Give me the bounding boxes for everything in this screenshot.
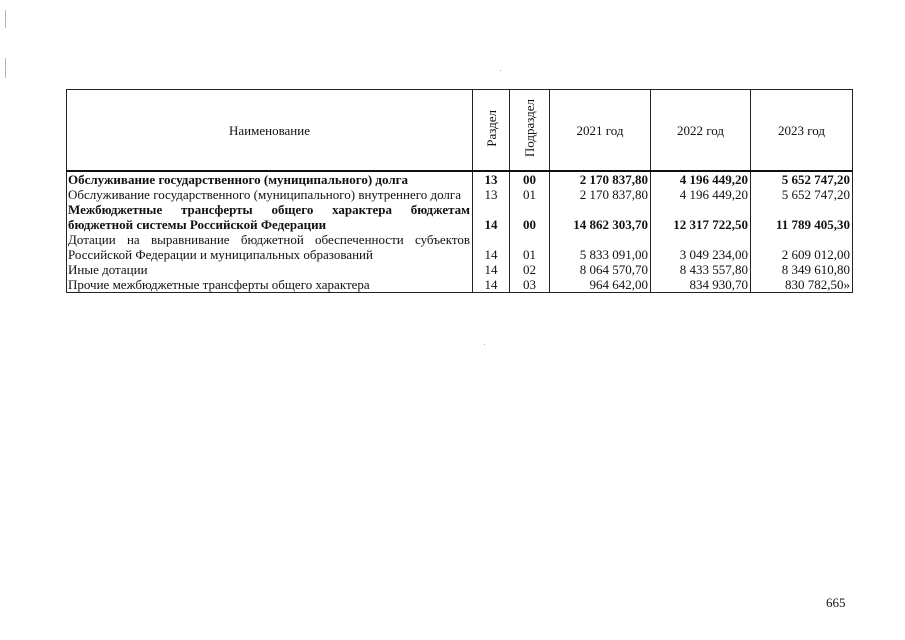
table-row bbox=[67, 262, 853, 277]
table-row bbox=[67, 171, 853, 187]
row-value-2022: 4 196 449,20 bbox=[651, 187, 751, 202]
row-value-2022: 12 317 722,50 bbox=[651, 202, 751, 232]
scan-speck bbox=[484, 344, 485, 345]
row-value-2023: 5 652 747,20 bbox=[751, 171, 853, 187]
row-section: 13 bbox=[473, 187, 510, 202]
row-section: 13 bbox=[473, 171, 510, 187]
row-name: Межбюджетные трансферты общего характера бюджетам бюджетной системы Российской Федерации bbox=[67, 202, 473, 232]
row-value-2021: 2 170 837,80 bbox=[550, 171, 651, 187]
row-value-2021: 5 833 091,00 bbox=[550, 232, 651, 262]
row-value-2023: 5 652 747,20 bbox=[751, 187, 853, 202]
header-year-2023: 2023 год bbox=[751, 90, 853, 172]
table-header-row bbox=[67, 90, 853, 172]
row-value-2022: 834 930,70 bbox=[651, 277, 751, 293]
row-section: 14 bbox=[473, 202, 510, 232]
scan-edge-mark bbox=[5, 10, 6, 28]
table-row bbox=[67, 202, 853, 232]
row-section: 14 bbox=[473, 232, 510, 262]
row-subsection: 02 bbox=[510, 262, 550, 277]
row-section: 14 bbox=[473, 277, 510, 293]
row-value-2022: 4 196 449,20 bbox=[651, 171, 751, 187]
row-subsection: 00 bbox=[510, 171, 550, 187]
row-name: Иные дотации bbox=[67, 262, 473, 277]
table-row bbox=[67, 277, 853, 293]
header-name: Наименование bbox=[67, 90, 473, 172]
row-value-2023: 830 782,50» bbox=[751, 277, 853, 293]
scan-edge-mark bbox=[5, 58, 6, 78]
page-number: 665 bbox=[826, 595, 846, 610]
row-value-2021: 964 642,00 bbox=[550, 277, 651, 293]
budget-table bbox=[66, 89, 853, 293]
header-year-2021: 2021 год bbox=[550, 90, 651, 172]
table-row bbox=[67, 232, 853, 262]
row-name: Обслуживание государственного (муниципального) долга bbox=[67, 171, 473, 187]
row-value-2021: 14 862 303,70 bbox=[550, 202, 651, 232]
row-value-2021: 8 064 570,70 bbox=[550, 262, 651, 277]
table-row bbox=[67, 187, 853, 202]
scan-speck bbox=[500, 70, 501, 71]
row-value-2023: 2 609 012,00 bbox=[751, 232, 853, 262]
row-section: 14 bbox=[473, 262, 510, 277]
header-section: Раздел bbox=[473, 90, 510, 172]
row-value-2023: 11 789 405,30 bbox=[751, 202, 853, 232]
row-value-2022: 3 049 234,00 bbox=[651, 232, 751, 262]
row-name: Прочие межбюджетные трансферты общего характера bbox=[67, 277, 473, 293]
row-value-2022: 8 433 557,80 bbox=[651, 262, 751, 277]
row-subsection: 01 bbox=[510, 187, 550, 202]
row-name: Дотации на выравнивание бюджетной обеспеченности субъектов Российской Федерации и муниципальных образований bbox=[67, 232, 473, 262]
row-subsection: 03 bbox=[510, 277, 550, 293]
row-name: Обслуживание государственного (муниципального) внутреннего долга bbox=[67, 187, 473, 202]
row-subsection: 00 bbox=[510, 202, 550, 232]
row-value-2021: 2 170 837,80 bbox=[550, 187, 651, 202]
row-value-2023: 8 349 610,80 bbox=[751, 262, 853, 277]
header-year-2022: 2022 год bbox=[651, 90, 751, 172]
row-subsection: 01 bbox=[510, 232, 550, 262]
header-subsection: Подраздел bbox=[510, 90, 550, 172]
